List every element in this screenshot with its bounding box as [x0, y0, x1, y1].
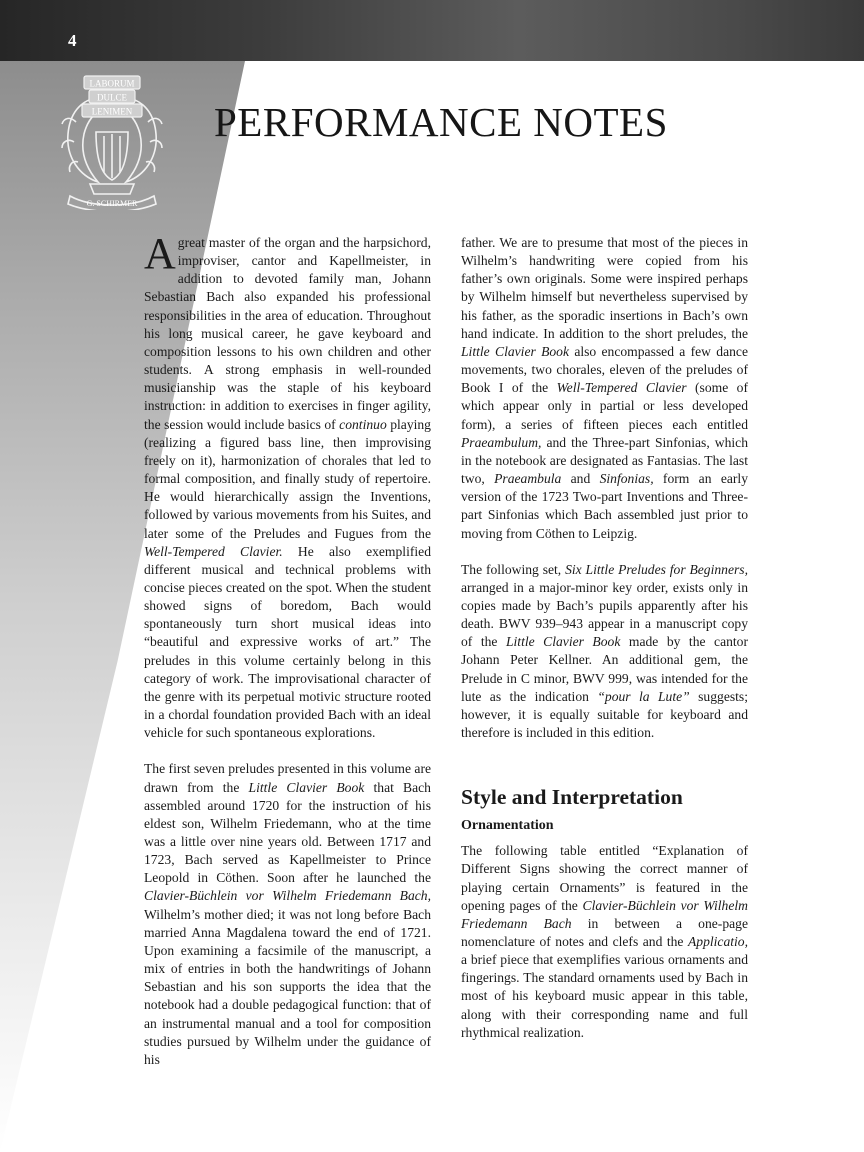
italic-term: continuo — [339, 416, 387, 432]
preludes-paragraph — [144, 760, 431, 1069]
italic-term: Little Clavier Book — [461, 343, 570, 359]
text-segment: father. We are to presume that most of the pieces in Wilhelm’s handwriting were copied from his father’s own originals. Some were inspired perhaps by Wilhelm himself but nevertheless supervised by his father, as the sporadic insertions in Bach’s own hand indicate. In addition to the short preludes, the — [461, 235, 748, 341]
logo-line-1: LABORUM — [89, 78, 135, 89]
italic-term: Little Clavier Book — [248, 779, 365, 795]
page-number: 4 — [68, 31, 77, 50]
text-segment: arranged in a major-minor key order, exists only in copies made by Bach’s pupils apparently after his death. BWV 939–943 appear in a manuscript copy of the — [461, 579, 748, 650]
italic-term: Applicatio, — [687, 934, 748, 949]
continuation-paragraph — [461, 234, 748, 543]
text-segment: and the Three-part Sinfonias, which in the notebook are designated as Fantasias. The last two, — [461, 434, 748, 487]
text-segment: Wilhelm’s mother died; it was not long before Bach married Anna Magdalena toward the end of 1721. Upon examining a facsimile of the manuscript, a mix of entries in both the handwritings of Johann Sebastian and his son supports the idea that the notebook had a double pedagogical function: that of an instrumental manual and a tool for composition studies pursued by Wilhelm under the guidance of his — [144, 906, 431, 1067]
header-band — [0, 0, 864, 61]
italic-term: Praeambulum, — [461, 434, 542, 450]
drop-cap: A — [144, 229, 176, 278]
text-segment: great master of the organ and the harpsichord, improviser, cantor and Kapellmeister, in addition to devoted family man, Johann Sebastian Bach also expanded his professional responsibilities in the area of education. Throughout his long musical career, he gave keyboard and composition lessons to his own children and other students. A strong emphasis in well-rounded musicianship was the staple of his keyboard instruction: in addition to exercises in finger agility, the session would include basics of — [144, 235, 431, 432]
logo-line-3: LENIMEN — [91, 106, 133, 117]
intro-paragraph — [144, 229, 431, 742]
text-segment: in between a one-page nomenclature of notes and clefs and the — [461, 915, 748, 949]
sub-heading: Ornamentation — [461, 818, 554, 834]
logo-line-2: DULCE — [97, 92, 127, 103]
italic-term: Clavier-Büchlein vor Wilhelm Friedemann Bach — [461, 897, 748, 931]
text-segment: (some of which appear only in partial or less developed form), a series of fifteen pieces each entitled — [461, 380, 748, 432]
text-segment: playing (realizing a figured bass line, then improvising freely on it), harmonization of chorales that led to formal composition, and finally study of repertoire. He would hierarchically assign the Inventions, followed by various movements from his Suites, and later some of the Preludes and Fugues from the — [144, 416, 431, 541]
text-segment: that Bach assembled around 1720 for the instruction of his eldest son, Wilhelm Friedemann, who at the time was a little over nine years old. Between 1717 and 1723, Bach served as Kapellmeister to Prince Leopold in Cöthen. Soon after he launched the — [144, 779, 431, 886]
text-segment: a brief piece that exemplifies various ornaments and fingerings. The standard ornaments used by Bach in most of his keyboard music appear in this table, along with their corresponding name and full rhythmical realization. — [461, 952, 748, 1040]
italic-term: Well-Tempered Clavier. — [144, 543, 283, 559]
text-segment: The first seven preludes presented in this volume are drawn from the — [144, 761, 431, 795]
text-segment: suggests; however, it is equally suitable for keyboard and therefore is included in this edition. — [461, 688, 748, 741]
italic-term: Clavier-Büchlein vor Wilhelm Friedemann Bach, — [144, 888, 431, 904]
text-segment: The following set, — [461, 561, 566, 577]
text-segment: The following table entitled “Explanation of Different Signs showing the correct manner of playing certain Ornaments” is featured in the opening pages of the — [461, 843, 748, 913]
text-segment: made by the cantor Johann Peter Kellner. An additional gem, the Prelude in C minor, BWV 999, was intended for the lute as the indication — [461, 634, 748, 704]
right-column — [461, 234, 748, 1042]
six-preludes-paragraph — [461, 561, 748, 743]
page-title: PERFORMANCE NOTES — [214, 99, 668, 145]
section-heading: Style and Interpretation — [461, 785, 683, 810]
italic-term: Little Clavier Book — [505, 634, 621, 650]
text-segment: and — [561, 471, 600, 487]
publisher-logo — [56, 72, 168, 210]
text-segment: He also exemplified different musical and technical problems with concise pieces created on the spot. When the student showed signs of boredom, Bach would spontaneously turn short musical ideas into “beautiful and expressive works of art.” The preludes in this volume certainly belong in this category of work. The improvisational character of the genre with its perpetual motivic structure rooted in a chordal foundation provided Bach with an ideal vehicle for such spontaneous explorations. — [144, 543, 431, 741]
text-segment: form an early version of the 1723 Two-part Inventions and Three-part Sinfonias which Bach assembled just prior to moving from Cöthen to Leipzig. — [461, 471, 748, 541]
left-column — [144, 229, 431, 1069]
italic-term: Six Little Preludes for Beginners, — [565, 561, 748, 577]
italic-term: Well-Tempered Clavier — [556, 380, 687, 396]
italic-term: Sinfonias, — [599, 471, 654, 487]
italic-term: “pour la Lute” — [597, 688, 690, 704]
logo-line-4: G. SCHIRMER — [86, 199, 138, 208]
italic-term: Praeambula — [494, 471, 562, 487]
text-segment: also encompassed a few dance movements, two chorales, eleven of the preludes of Book I of the — [461, 343, 748, 396]
ornamentation-paragraph — [461, 842, 748, 1042]
